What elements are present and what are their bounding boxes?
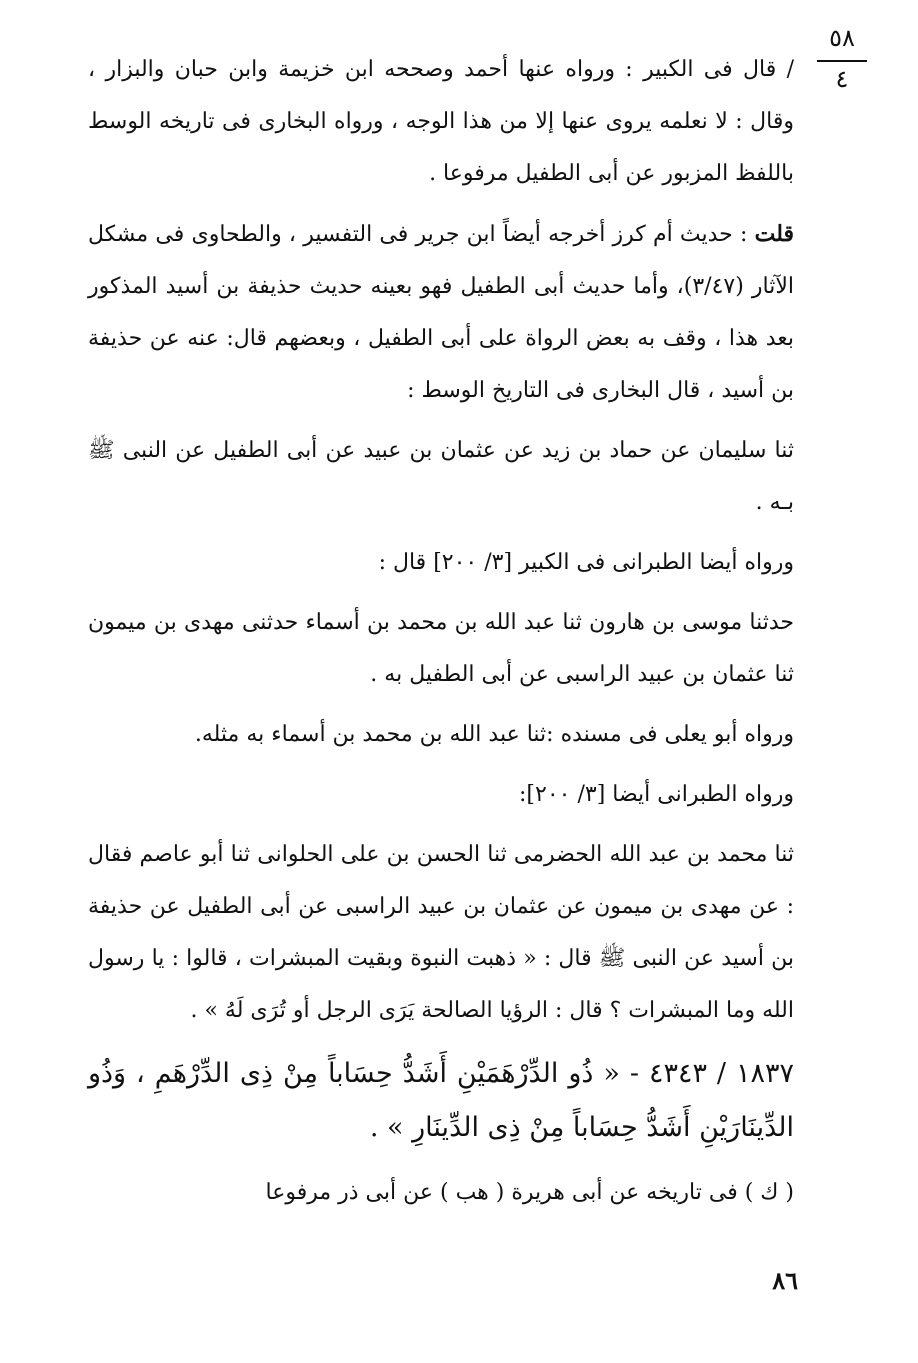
page-number: ٨٦ <box>772 1266 798 1295</box>
hadith-source: ( ك ) فى تاريخه عن أبى هريرة ( هب ) عن أبى ذر مرفوعا <box>265 1180 794 1205</box>
hadith-text: ١٨٣٧ / ٤٣٤٣ - « ذُو الدِّرْهَمَيْنِ أَشَدُّ حِسَاباً مِنْ ذِى الدِّرْهَمِ ، وَذُو الدِّينَارَيْنِ أَشَدُّ حِسَاباً مِنْ ذِى الدِّينَارِ » . <box>88 1058 795 1143</box>
paragraph-2-text: : حديث أم كرز أخرجه أيضاً ابن جرير فى التفسير ، والطحاوى فى مشكل الآثار (٣/٤٧)، وأما حديث أبى الطفيل فهو بعينه حديث حذيفة بن أسيد المذكور بعد هذا ، وقف به بعض الرواة على أبى الطفيل ، وبعضهم قال: عنه عن حذيفة بن أسيد ، قال البخارى فى التاريخ الوسط : <box>88 222 794 403</box>
paragraph-3: ثنا سليمان عن حماد بن زيد عن عثمان بن عبيد عن أبى الطفيل عن النبى ﷺ بـه . <box>88 438 794 515</box>
paragraph-8: ثنا محمد بن عبد الله الحضرمى ثنا الحسن بن على الحلوانى ثنا أبو عاصم فقال : عن مهدى بن ميمون عن عثمان بن عبيد الراسبى عن أبى الطفيل عن حذيفة بن أسيد عن النبى ﷺ قال : « ذهبت النبوة وبقيت المبشرات ، قالوا : يا رسول الله وما المبشرات ؟ قال : الرؤيا الصالحة يَرَى الرجل أو تُرَى لَهُ » . <box>88 842 794 1023</box>
paragraph-5: حدثنا موسى بن هارون ثنا عبد الله بن محمد بن أسماء حدثنى مهدى بن ميمون ثنا عثمان بن عبيد الراسبى عن أبى الطفيل به . <box>88 610 794 687</box>
paragraph-lead-word: قلت <box>754 221 794 247</box>
original-page-number: ٥٨ <box>829 24 855 52</box>
paragraph-4: ورواه أيضا الطبرانى فى الكبير [٣/ ٢٠٠] قال : <box>378 550 794 575</box>
margin-divider <box>817 60 867 62</box>
main-text <box>88 44 794 1219</box>
paragraph-1: / قال فى الكبير : ورواه عنها أحمد وصححه ابن خزيمة وابن حبان والبزار ، وقال : لا نعلمه يروى عنها إلا من هذا الوجه ، ورواه البخارى فى تاريخه الوسط باللفظ المزبور عن أبى الطفيل مرفوعا . <box>88 57 794 186</box>
margin-page-reference <box>812 22 872 94</box>
paragraph-7: ورواه الطبرانى أيضا [٣/ ٢٠٠]: <box>519 782 794 807</box>
original-volume-number: ٤ <box>835 65 849 93</box>
paragraph-6: ورواه أبو يعلى فى مسنده :ثنا عبد الله بن محمد بن أسماء به مثله. <box>194 722 794 747</box>
paragraph-2 <box>88 208 794 417</box>
